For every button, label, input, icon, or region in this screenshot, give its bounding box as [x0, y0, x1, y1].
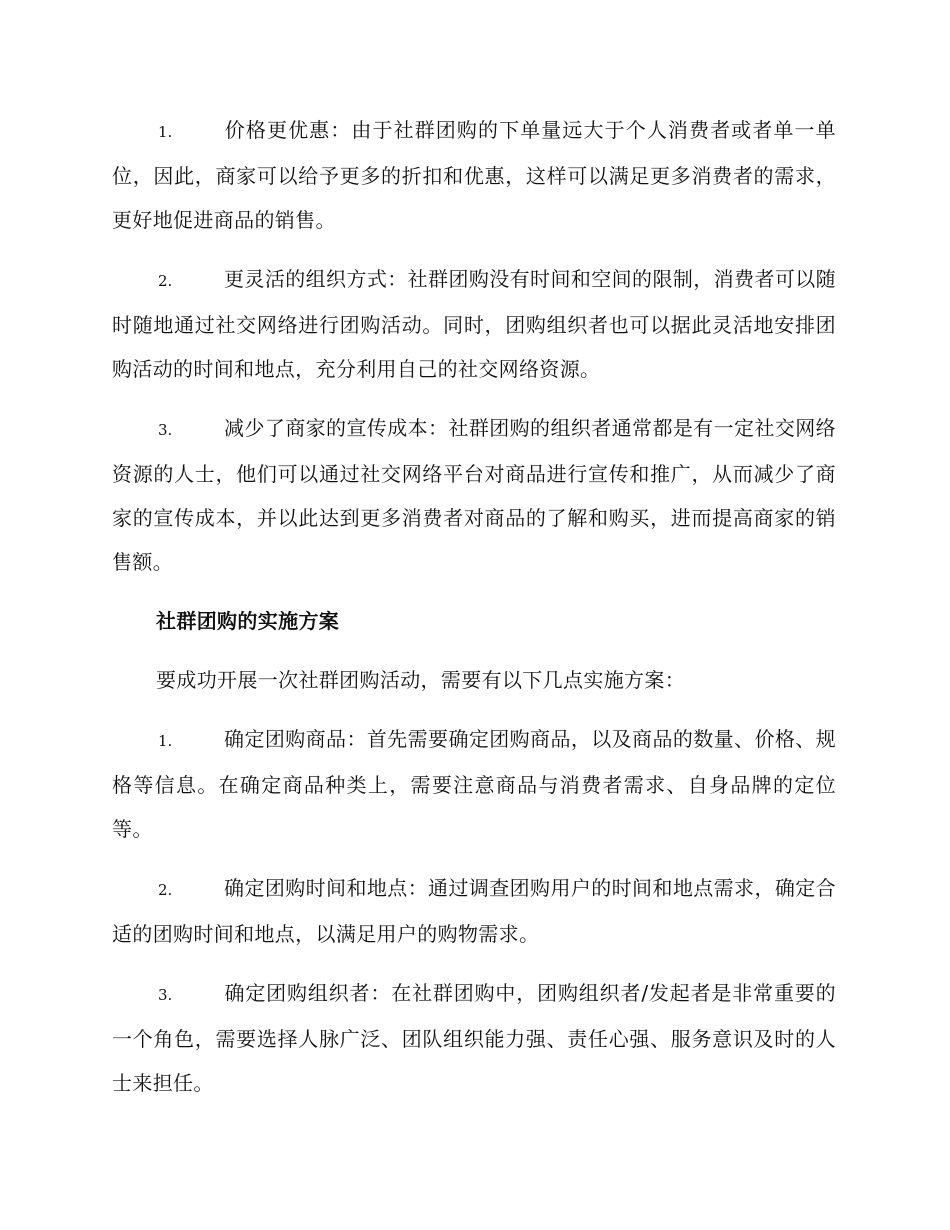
list-item-text: 确定团购时间和地点：通过调查团购用户的时间和地点需求，确定合适的团购时间和地点，以满足用户的购物需求。: [112, 876, 836, 946]
list-item-advantage-2: [112, 257, 836, 391]
list-item-plan-1: [112, 717, 836, 851]
section-intro: 要成功开展一次社群团购活动，需要有以下几点实施方案：: [156, 668, 686, 692]
list-item-advantage-1: [112, 108, 836, 242]
document-body: [112, 108, 836, 1120]
list-item-plan-2: [112, 866, 836, 956]
section-heading: 社群团购的实施方案: [156, 609, 340, 633]
list-number: 2.: [158, 881, 173, 899]
list-number: 3.: [158, 421, 173, 439]
list-item-text: 确定团购组织者：在社群团购中，团购组织者/发起者是非常重要的一个角色，需要选择人脉广泛、团队组织能力强、责任心强、服务意识及时的人士来担任。: [112, 981, 836, 1095]
list-item-text: 确定团购商品：首先需要确定团购商品，以及商品的数量、价格、规格等信息。在确定商品种类上，需要注意商品与消费者需求、自身品牌的定位等。: [112, 727, 836, 841]
list-number: 1.: [158, 732, 173, 750]
list-number: 3.: [158, 986, 173, 1004]
list-item-advantage-3: [112, 406, 836, 584]
list-item-plan-3: [112, 971, 836, 1105]
list-item-text: 更灵活的组织方式：社群团购没有时间和空间的限制，消费者可以随时随地通过社交网络进行团购活动。同时，团购组织者也可以据此灵活地安排团购活动的时间和地点，充分利用自己的社交网络资源。: [112, 267, 836, 381]
list-item-text: 价格更优惠：由于社群团购的下单量远大于个人消费者或者单一单位，因此，商家可以给予更多的折扣和优惠，这样可以满足更多消费者的需求，更好地促进商品的销售。: [112, 118, 836, 232]
list-number: 1.: [158, 123, 173, 141]
list-number: 2.: [158, 272, 173, 290]
list-item-text: 减少了商家的宣传成本：社群团购的组织者通常都是有一定社交网络资源的人士，他们可以通过社交网络平台对商品进行宣传和推广，从而减少了商家的宣传成本，并以此达到更多消费者对商品的了解和购买，进而提高商家的销售额。: [112, 416, 836, 574]
